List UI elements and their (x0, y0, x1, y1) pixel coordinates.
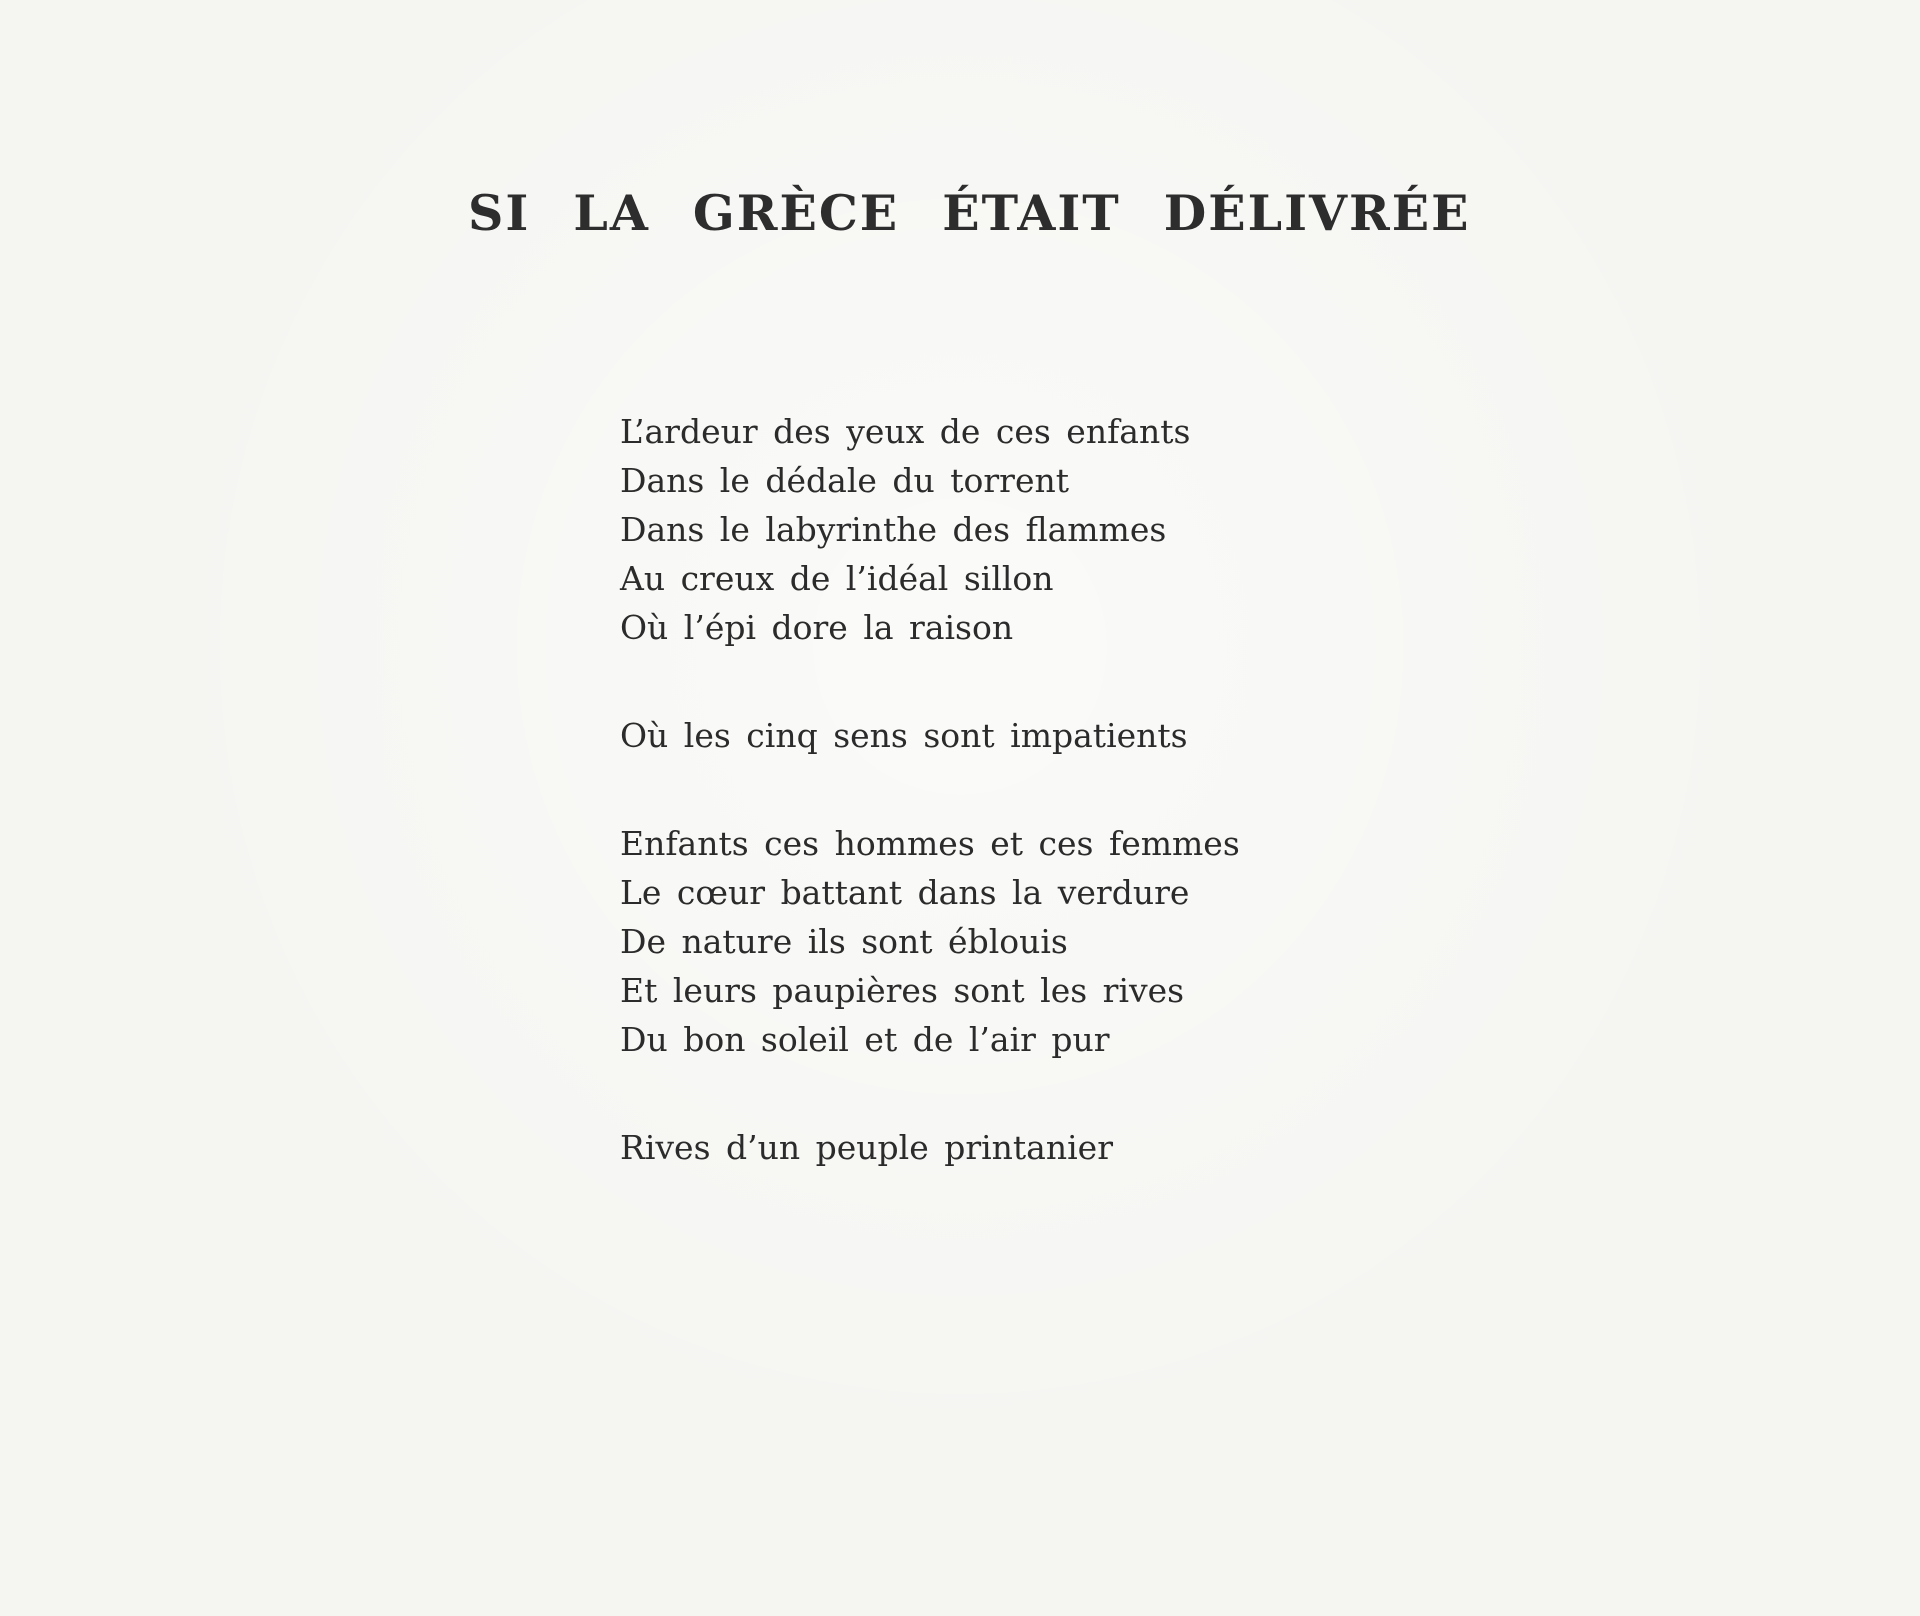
stanza-3 (620, 819, 1380, 1064)
poem-line: L’ardeur des yeux de ces enfants (620, 412, 1191, 451)
poem-body (620, 407, 1380, 1231)
poem-line: Rives d’un peuple printanier (620, 1128, 1113, 1167)
stanza-1 (620, 407, 1380, 652)
poem-title: SI LA GRÈCE ÉTAIT DÉLIVRÉE (468, 184, 1471, 242)
poem-line: Et leurs paupières sont les rives (620, 971, 1185, 1010)
poem-line: Où les cinq sens sont impatients (620, 716, 1188, 755)
poem-line: De nature ils sont éblouis (620, 922, 1068, 961)
poem-line: Dans le labyrinthe des flammes (620, 510, 1167, 549)
poem-line: Dans le dédale du torrent (620, 461, 1069, 500)
poem-line: Au creux de l’idéal sillon (620, 559, 1054, 598)
poem-line: Enfants ces hommes et ces femmes (620, 824, 1240, 863)
poem-line: Le cœur battant dans la verdure (620, 873, 1190, 912)
poem-line: Du bon soleil et de l’air pur (620, 1020, 1110, 1059)
poem-line: Où l’épi dore la raison (620, 608, 1014, 647)
stanza-4 (620, 1123, 1380, 1172)
stanza-2 (620, 711, 1380, 760)
